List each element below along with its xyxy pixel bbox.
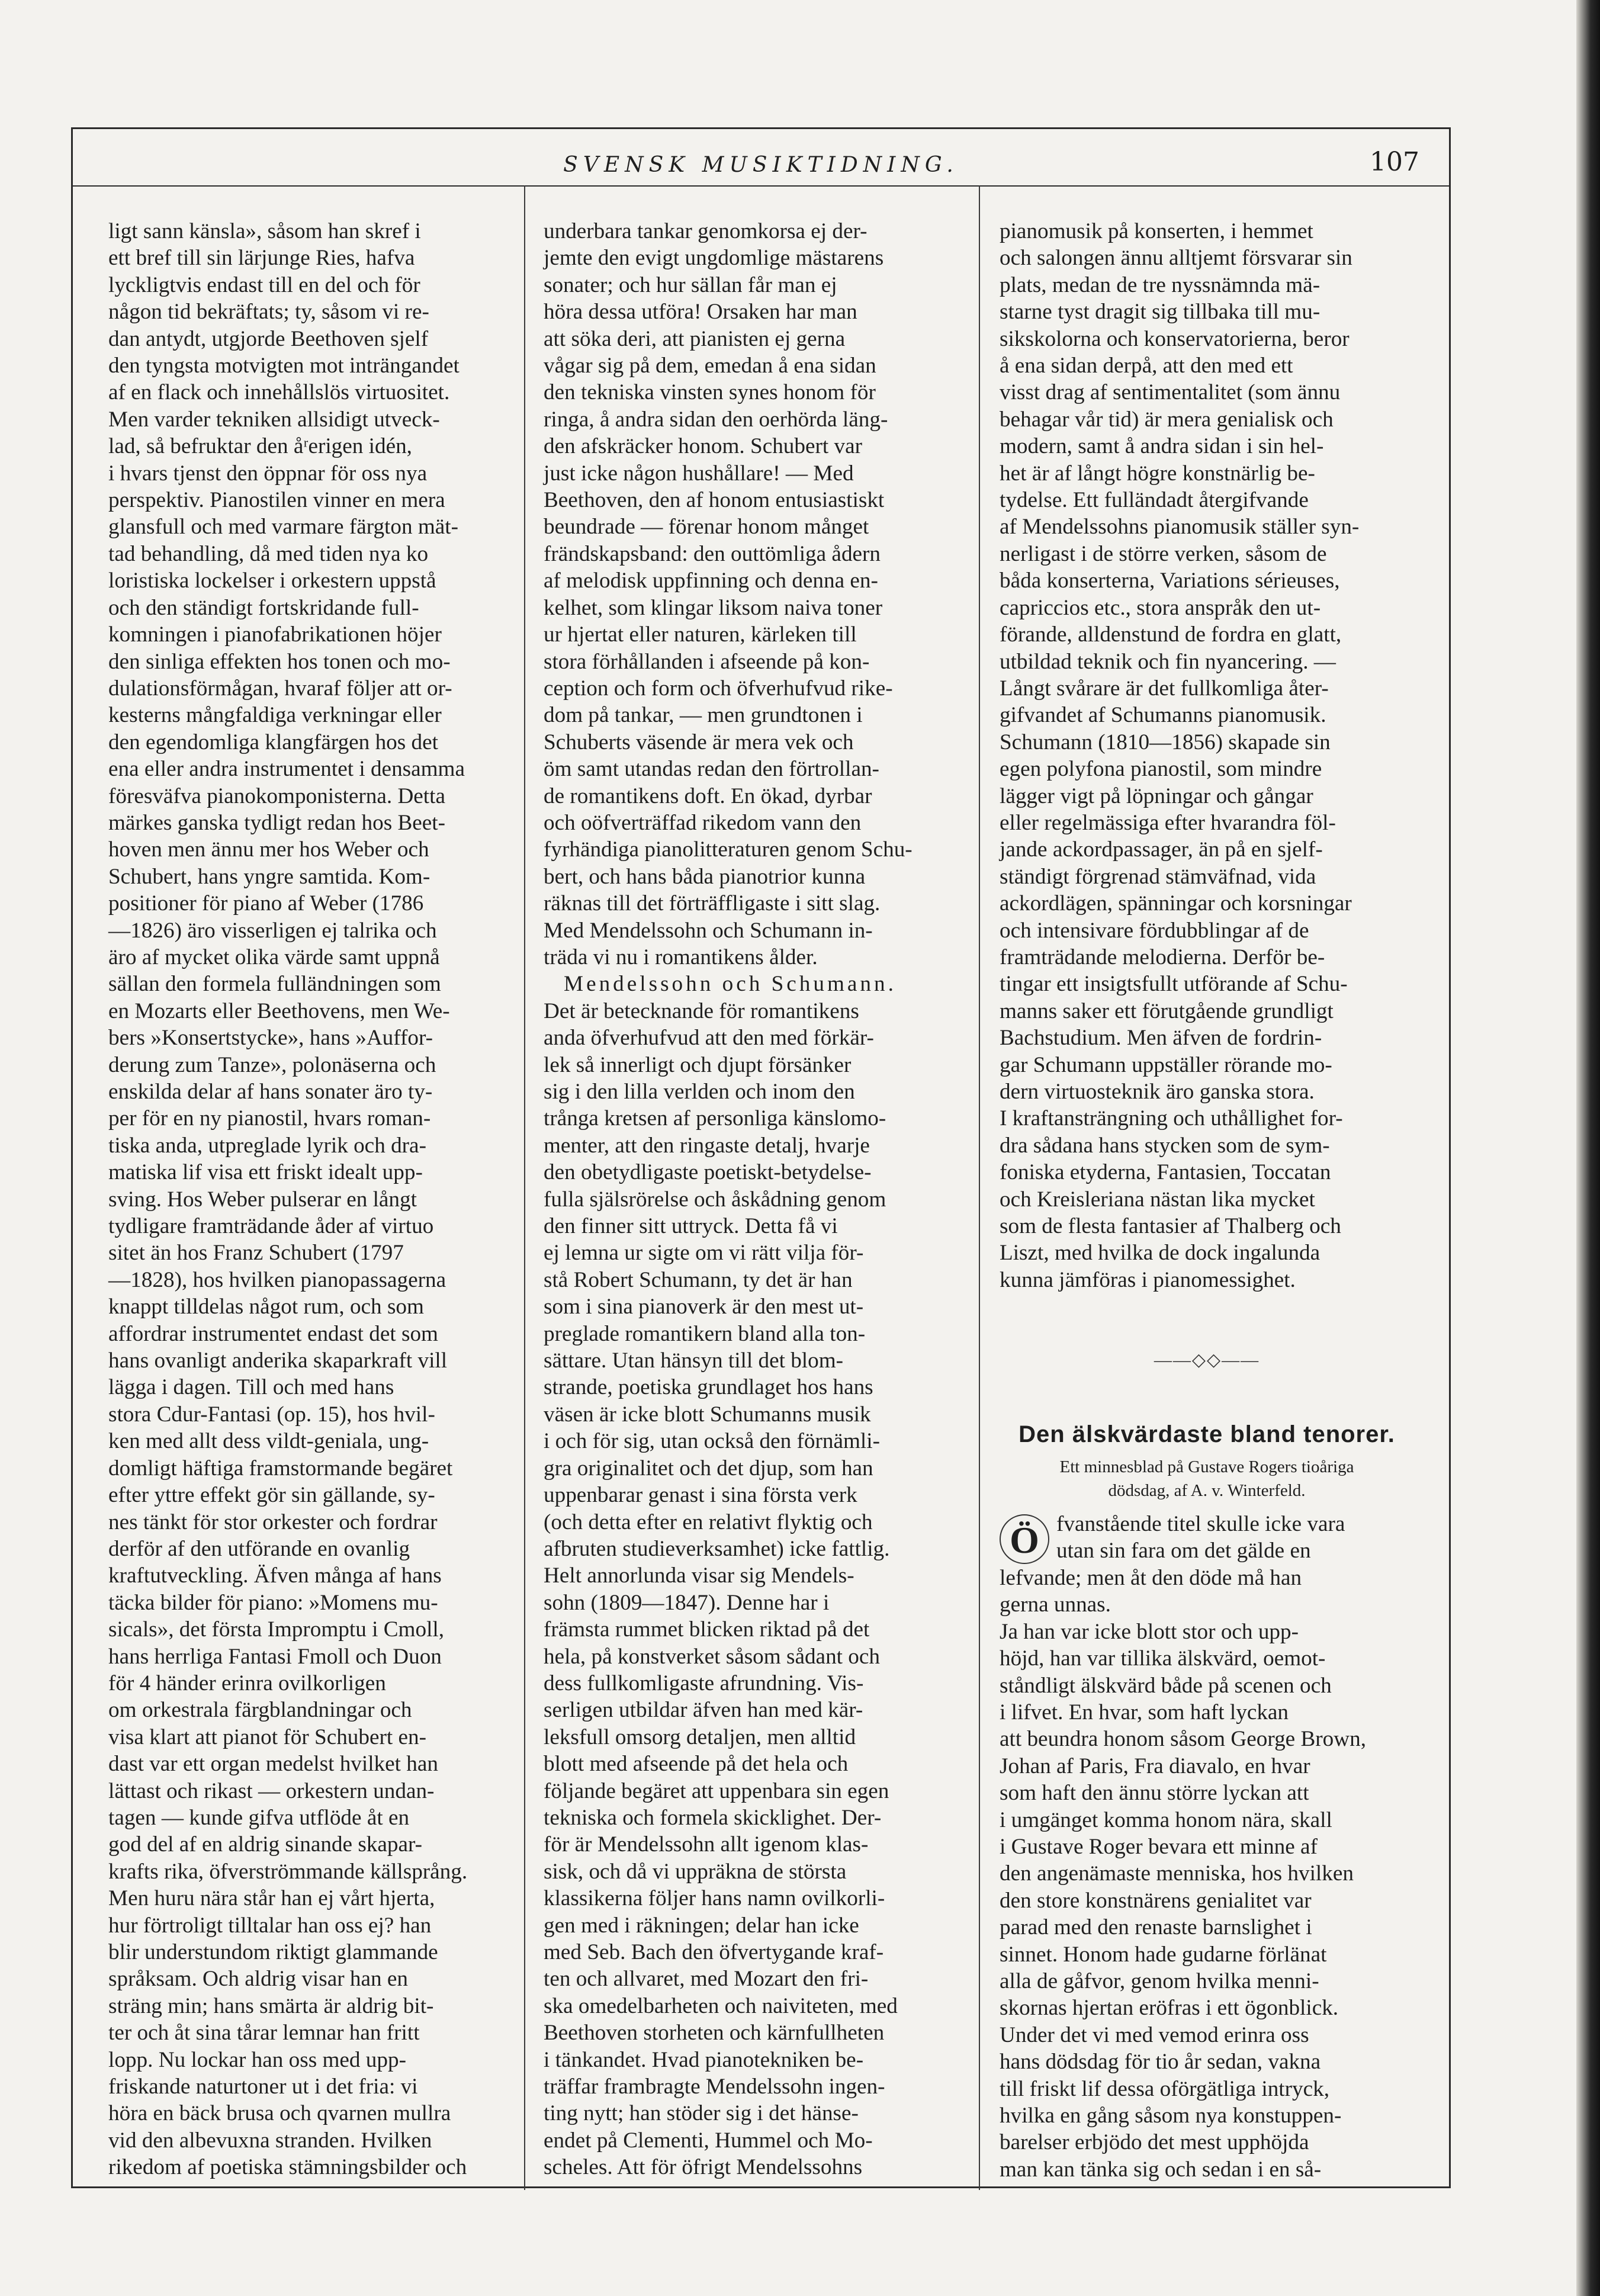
text-line: skornas hjertan eröfras i ett ögonblick. — [1000, 1996, 1339, 2021]
text-line: ten och allvaret, med Mozart den fri- — [544, 1967, 869, 1992]
text-line: Ja han var icke blott stor och upp- — [1000, 1619, 1299, 1644]
page-header — [73, 129, 1449, 187]
text-line: starne tyst dragit sig tillbaka till mu- — [1000, 300, 1321, 325]
text-line: vid den albevuxna stranden. Hvilken — [108, 2128, 432, 2153]
text-line: den tekniska vinsten synes honom för — [544, 380, 876, 405]
text-line: endet på Clementi, Hummel och Mo- — [544, 2128, 873, 2153]
page-number: 107 — [1370, 147, 1419, 177]
text-line: rikedom af poetiska stämningsbilder och — [108, 2155, 467, 2180]
text-line: jemte den evigt ungdomlige mästarens — [544, 246, 884, 271]
text-line: nes tänkt för stor orkester och fordrar — [108, 1510, 438, 1534]
text-line: sohn (1809—1847). Denne har i — [544, 1590, 830, 1615]
text-line: som i sina pianoverk är den mest ut- — [544, 1295, 864, 1319]
text-line: ena eller andra instrumentet i densamma — [108, 757, 465, 782]
text-line: stora Cdur-Fantasi (op. 15), hos hvil- — [108, 1402, 435, 1427]
text-line: fyrhändiga pianolitteraturen genom Schu- — [544, 837, 913, 862]
text-line: ett bref till sin lärjunge Ries, hafva — [108, 246, 415, 271]
text-line: utbildad teknik och fin nyancering. — — [1000, 649, 1336, 674]
text-line: Liszt, med hvilka de dock ingalunda — [1000, 1241, 1321, 1266]
text-line: af Mendelssohns pianomusik ställer syn- — [1000, 515, 1360, 540]
page-edge-shadow — [1576, 0, 1600, 2296]
text-line: ception och form och öfverhufvud rike- — [544, 676, 893, 701]
text-line: afbruten studieverksamhet) icke fattlig. — [544, 1536, 890, 1561]
text-line: den sinliga effekten hos tonen och mo- — [108, 649, 451, 674]
subtitle-line: dödsdag, af A. v. Winterfeld. — [1108, 1481, 1306, 1501]
text-line: öm samt utandas redan den förtrollan- — [544, 757, 879, 782]
text-line: sällan den formela fulländningen som — [108, 972, 441, 997]
text-line: underbara tankar genomkorsa ej der- — [544, 219, 868, 243]
text-line: man kan tänka sig och sedan i en så- — [1000, 2157, 1322, 2182]
column-2-body — [544, 218, 958, 971]
text-line: dast var ett organ medelst hvilket han — [108, 1752, 438, 1777]
text-line: bers »Konsertstycke», hans »Auffor- — [108, 1026, 433, 1051]
text-line: ständigt förgrenad stämväfnad, vida — [1000, 864, 1316, 889]
text-line: främsta rummet blicken riktad på det — [544, 1617, 870, 1642]
text-line: preglade romantikern bland alla ton- — [544, 1321, 866, 1346]
text-line: strande, poetiska grundlaget hos hans — [544, 1375, 873, 1400]
text-line: höra en bäck brusa och qvarnen mullra — [108, 2101, 451, 2126]
text-line: alla de gåfvor, genom hvilka menni- — [1000, 1969, 1319, 1993]
text-line: sonater; och hur sällan får man ej — [544, 272, 837, 297]
text-line: gifvandet af Schumanns pianomusik. — [1000, 703, 1326, 728]
text-line: loristiska lockelser i orkestern uppstå — [108, 569, 436, 593]
text-line: och intensivare fördubblingar af de — [1000, 918, 1309, 943]
text-line: bert, och hans båda pianotrior kunna — [544, 864, 866, 889]
text-line: för 4 händer erinra ovilkorligen — [108, 1671, 386, 1695]
text-line: hans dödsdag för tio år sedan, vakna — [1000, 2050, 1321, 2075]
text-line: kelhet, som klingar liksom naiva toner — [544, 595, 883, 620]
text-line: lefvande; men åt den döde må han — [1000, 1565, 1302, 1590]
text-line: visst drag af sentimentalitet (som ännu — [1000, 380, 1341, 405]
text-line: Det är betecknande för romantikens — [544, 998, 859, 1023]
text-line: sikskolorna och konservatorierna, beror — [1000, 326, 1350, 351]
text-line: I kraftansträngning och uthållighet for- — [1000, 1106, 1343, 1131]
text-line: för är Mendelssohn allt igenom klas- — [544, 1832, 869, 1857]
text-line: med Seb. Bach den öfvertygande kraf- — [544, 1940, 884, 1964]
text-line: (och detta efter en relativt flyktig och — [544, 1510, 873, 1534]
text-line: hans ovanligt anderika skaparkraft vill — [108, 1348, 448, 1373]
text-line: som de flesta fantasier af Thalberg och — [1000, 1214, 1341, 1239]
text-line: till friskt lif dessa oförgätliga intryck, — [1000, 2076, 1330, 2101]
text-line: sitet än hos Franz Schubert (1797 — [108, 1241, 404, 1266]
text-line: den tyngsta motvigten mot inträngandet — [108, 354, 460, 378]
text-line: Bachstudium. Men äfven de fordrin- — [1000, 1026, 1322, 1051]
text-line: plats, medan de tre nyssnämnda mä- — [1000, 272, 1321, 297]
text-line: i Gustave Roger bevara ett minne af — [1000, 1834, 1318, 1859]
text-line: kesterns mångfaldiga verkningar eller — [108, 703, 442, 728]
text-line: någon tid bekräftats; ty, såsom vi re- — [108, 300, 429, 325]
text-line: scheles. Att för öfrigt Mendelssohns — [544, 2155, 863, 2180]
text-line: räknas till det förträffligaste i sitt slag. — [544, 891, 881, 916]
text-line: modern, samt å andra sidan i sin hel- — [1000, 434, 1324, 459]
text-line: behagar vår tid) är mera genialisk och — [1000, 407, 1334, 432]
text-line: framträdande melodierna. Derför be- — [1000, 945, 1325, 969]
text-line: sträng min; hans smärta är aldrig bit- — [108, 1993, 434, 2018]
text-line: lägga i dagen. Till och med hans — [108, 1375, 394, 1400]
article-lines — [1000, 1537, 1414, 2183]
column-2 — [544, 218, 958, 2181]
text-line: språksam. Och aldrig visar han en — [108, 1967, 409, 1992]
column-rule — [979, 185, 980, 2190]
text-line: lättast och rikast — orkestern undan- — [108, 1778, 435, 1803]
text-line: de romantikens doft. En ökad, dyrbar — [544, 783, 872, 808]
column-2-body-continued — [544, 998, 958, 2181]
text-line: kraftutveckling. Äfven många af hans — [108, 1563, 442, 1588]
text-line: derför af den utförande en ovanlig — [108, 1536, 410, 1561]
text-line: just icke någon hushållare! — Med — [544, 461, 854, 486]
text-line: den finner sitt uttryck. Detta få vi — [544, 1214, 838, 1239]
text-line: blott med afseende på det hela och — [544, 1752, 849, 1777]
text-line: sig i den lilla verlden och inom den — [544, 1080, 855, 1104]
text-line: Schubert, hans yngre samtida. Kom- — [108, 864, 430, 889]
text-line: pianomusik på konserten, i hemmet — [1000, 219, 1313, 243]
text-line: ligt sann känsla», såsom han skref i — [108, 219, 421, 243]
article-title: Den älskvärdaste bland tenorer. — [1019, 1421, 1395, 1447]
text-line: en Mozarts eller Beethovens, men We- — [108, 998, 450, 1023]
text-line: å ena sidan derpå, att den med ett — [1000, 354, 1293, 378]
text-line: tydelse. Ett fulländadt återgifvande — [1000, 488, 1309, 513]
drop-cap: Ö — [1000, 1514, 1049, 1564]
text-line: i umgänget komma honom nära, skall — [1000, 1807, 1332, 1832]
text-line: stora förhållanden i afseende på kon- — [544, 649, 870, 674]
text-line: knappt tilldelas något rum, och som — [108, 1295, 424, 1319]
text-line: dess fullkomligaste afrundning. Vis- — [544, 1671, 864, 1695]
text-line: eller regelmässiga efter hvarandra föl- — [1000, 810, 1336, 835]
text-line: dern virtuosteknik äro ganska stora. — [1000, 1080, 1315, 1104]
text-line: Långt svårare är det fullkomliga åter- — [1000, 676, 1329, 701]
text-line: äro af mycket olika värde samt uppnå — [108, 945, 440, 969]
text-line: krafts rika, öfverströmmande källsprång. — [108, 1859, 468, 1884]
column-1 — [108, 218, 523, 2181]
text-line: parad med den renaste barnslighet i — [1000, 1915, 1312, 1940]
text-line: i tänkandet. Hvad pianotekniken be- — [544, 2047, 864, 2072]
text-line: ting nytt; han stöder sig i det hänse- — [544, 2101, 859, 2126]
text-line: friskande naturtoner ut i det fria: vi — [108, 2075, 418, 2099]
text-line: tiska anda, utpreglade lyrik och dra- — [108, 1133, 426, 1158]
text-line: hoven men ännu mer hos Weber och — [108, 837, 429, 862]
text-line: tad behandling, då med tiden nya ko — [108, 541, 429, 566]
running-title: SVENSK MUSIKTIDNING. — [563, 153, 959, 177]
text-line: menter, att den ringaste detalj, hvarje — [544, 1133, 870, 1158]
text-line: ringa, å andra sidan den oerhörda läng- — [544, 407, 888, 432]
text-line: fvanstående titel skulle icke vara — [1056, 1512, 1345, 1537]
text-line: egen polyfona pianostil, som mindre — [1000, 757, 1322, 782]
text-line: och salongen ännu alltjemt försvarar sin — [1000, 246, 1352, 271]
text-line: Under det vi med vemod erinra oss — [1000, 2022, 1309, 2047]
text-line: capriccios etc., stora anspråk den ut- — [1000, 595, 1321, 620]
article-body — [1000, 1511, 1414, 2183]
text-line: af en flack och innehållslös virtuositet. — [108, 380, 450, 405]
text-line: Helt annorlunda visar sig Mendels- — [544, 1563, 854, 1588]
text-line: och Kreisleriana nästan lika mycket — [1000, 1187, 1315, 1212]
text-line: trånga kretsen af personliga känslomo- — [544, 1106, 886, 1131]
column-3-body — [1000, 218, 1414, 1293]
text-line: ter och åt sina tårar lemnar han fritt — [108, 2021, 420, 2045]
text-line: vågar sig på dem, emedan å ena sidan — [544, 354, 876, 378]
text-line: gar Schumann uppställer rörande mo- — [1000, 1052, 1332, 1077]
page-frame — [71, 127, 1451, 2188]
text-line: den obetydligaste poetiskt-betydelse- — [544, 1160, 872, 1185]
text-line: het är af långt högre konstnärlig be- — [1000, 461, 1315, 486]
text-line: dom på tankar, — men grundtonen i — [544, 703, 863, 728]
text-line: lek så innerligt och djupt försänker — [544, 1052, 852, 1077]
article-subtitle — [1000, 1455, 1414, 1502]
text-line: och oöfverträffad rikedom vann den — [544, 810, 862, 835]
text-line: gra originalitet och det djup, som han — [544, 1456, 873, 1481]
text-line: träda vi nu i romantikens ålder. — [544, 945, 818, 969]
text-line: utan sin fara om det gälde en — [1056, 1539, 1311, 1563]
text-line: den afskräcker honom. Schubert var — [544, 434, 862, 459]
text-line: Schuberts väsende är mera vek och — [544, 730, 854, 754]
text-line: god del af en aldrig sinande skapar- — [108, 1832, 423, 1857]
text-line: manns saker ett förutgående grundligt — [1000, 998, 1334, 1023]
text-line: hans herrliga Fantasi Fmoll och Duon — [108, 1644, 442, 1669]
text-line: kunna jämföras i pianomessighet. — [1000, 1267, 1296, 1292]
text-line: barelser erbjödo det mest upphöjda — [1000, 2130, 1309, 2155]
text-line: —1828), hos hvilken pianopassagerna — [108, 1267, 446, 1292]
text-line: förande, alldenstund de fordra en glatt, — [1000, 622, 1342, 647]
text-line: om orkestrala färgblandningar och — [108, 1698, 412, 1723]
text-line: ken med allt dess vildt-geniala, ung- — [108, 1429, 429, 1454]
text-line: att beundra honom såsom George Brown, — [1000, 1727, 1366, 1752]
text-line: blir understundom riktigt glammande — [108, 1940, 438, 1964]
text-line: sättare. Utan hänsyn till det blom- — [544, 1348, 844, 1373]
text-line: tingar ett insigtsfullt utförande af Schu- — [1000, 972, 1348, 997]
text-line: Beethoven storheten och kärnfullheten — [544, 2021, 885, 2045]
text-line: beundrade — förenar honom månget — [544, 515, 869, 540]
text-line: tydligare framträdande åder af virtuo — [108, 1214, 434, 1239]
text-line: foniska etyderna, Fantasien, Toccatan — [1000, 1160, 1331, 1185]
text-line: hela, på konstverket såsom sådant och — [544, 1644, 880, 1669]
text-line: ackordlägen, spänningar och korsningar — [1000, 891, 1352, 916]
text-line: Med Mendelssohn och Schumann in- — [544, 918, 873, 943]
text-line: som haft den ännu större lyckan att — [1000, 1781, 1309, 1806]
text-line: uppenbarar genast i sina första verk — [544, 1483, 857, 1508]
text-line: i lifvet. En hvar, som haft lyckan — [1000, 1700, 1289, 1725]
text-line: tagen — kunde gifva utflöde åt en — [108, 1805, 410, 1830]
text-line: sicals», det första Impromptu i Cmoll, — [108, 1617, 445, 1642]
text-line: ska omedelbarheten och naiviteten, med — [544, 1993, 898, 2018]
text-line: dan antydt, utgjorde Beethoven sjelf — [108, 326, 429, 351]
text-line: sinnet. Honom hade gudarne förlänat — [1000, 1942, 1327, 1967]
text-line: att söka deri, att pianisten ej gerna — [544, 326, 846, 351]
text-line: Johan af Paris, Fra diavalo, en hvar — [1000, 1754, 1310, 1778]
ornament-divider: ——◇◇—— — [1154, 1350, 1260, 1370]
text-line: Men huru nära står han ej vårt hjerta, — [108, 1886, 435, 1911]
text-line: ur hjertat eller naturen, kärleken till — [544, 622, 857, 647]
text-line: af melodisk uppfinning och denna en- — [544, 569, 878, 593]
text-line: Men varder tekniken allsidigt utveck- — [108, 407, 440, 432]
text-line: klassikerna följer hans namn ovilkorli- — [544, 1886, 885, 1911]
text-line: den angenämaste menniska, hos hvilken — [1000, 1861, 1354, 1886]
text-line: positioner för piano af Weber (1786 — [108, 891, 424, 916]
subtitle-line: Ett minnesblad på Gustave Rogers tioåriga — [1059, 1457, 1354, 1477]
text-line: täcka bilder för piano: »Momens mu- — [108, 1590, 438, 1615]
text-line: serligen utbildar äfven han med kär- — [544, 1698, 863, 1723]
text-line: väsen är icke blott Schumanns musik — [544, 1402, 871, 1427]
text-line: stå Robert Schumann, ty det är han — [544, 1267, 853, 1292]
text-line: fulla själsrörelse och åskådning genom — [544, 1187, 886, 1212]
text-line: anda öfverhufvud att den med förkär- — [544, 1026, 874, 1051]
text-line: sving. Hos Weber pulserar en långt — [108, 1187, 417, 1212]
text-line: glansfull och med varmare färgton mät- — [108, 515, 459, 540]
text-line: den egendomliga klangfärgen hos det — [108, 730, 438, 754]
text-line: frändskapsband: den outtömliga ådern — [544, 541, 881, 566]
text-line: följande begäret att uppenbara sin egen — [544, 1778, 889, 1803]
text-line: —1826) äro visserligen ej talrika och — [108, 918, 437, 943]
text-line: hur förtroligt tilltalar han oss ej? han — [108, 1913, 432, 1938]
text-line: lyckligtvis endast till en del och för — [108, 272, 420, 297]
text-line: nerligast i de större verken, såsom de — [1000, 541, 1327, 566]
text-line: höra dessa utföra! Orsaken har man — [544, 300, 857, 325]
text-line: föresväfva pianokomponisterna. Detta — [108, 783, 445, 808]
text-line: båda konserterna, Variations sérieuses, — [1000, 569, 1340, 593]
text-line: lad, så befruktar den åʳerigen idén, — [108, 434, 412, 459]
text-line: domligt häftiga framstormande begäret — [108, 1456, 453, 1481]
text-line: derung zum Tanze», polonäserna och — [108, 1052, 436, 1077]
text-line: Beethoven, den af honom entusiastiskt — [544, 488, 885, 513]
text-line: affordrar instrumentet endast det som — [108, 1321, 438, 1346]
column-rule — [524, 185, 525, 2190]
text-line: Schumann (1810—1856) skapade sin — [1000, 730, 1331, 754]
text-line: gen med i räkningen; delar han icke — [544, 1913, 859, 1938]
text-line: ståndligt älskvärd både på scenen och — [1000, 1673, 1332, 1698]
text-line: hvilka en gång såsom nya konstuppen- — [1000, 2104, 1342, 2128]
text-line: visa klart att pianot för Schubert en- — [108, 1725, 426, 1749]
text-line: lopp. Nu lockar han oss med upp- — [108, 2047, 406, 2072]
text-line: perspektiv. Pianostilen vinner en mera — [108, 488, 445, 513]
text-line: och den ständigt fortskridande full- — [108, 595, 419, 620]
text-line: leksfull omsorg detaljen, men alltid — [544, 1725, 856, 1749]
text-line: höjd, han var tillika älskvärd, oemot- — [1000, 1646, 1326, 1671]
text-line: i och för sig, utan också den förnämli- — [544, 1429, 880, 1454]
text-line: lägger vigt på löpningar och gångar — [1000, 783, 1313, 808]
text-line: gerna unnas. — [1000, 1592, 1111, 1617]
text-line: träffar frambragte Mendelssohn ingen- — [544, 2075, 885, 2099]
text-line: i hvars tjenst den öppnar för oss nya — [108, 461, 428, 486]
text-line: märkes ganska tydligt redan hos Beet- — [108, 810, 446, 835]
text-line: efter yttre effekt gör sin gällande, sy- — [108, 1483, 435, 1508]
section-heading: Mendelssohn och Schumann. — [564, 972, 897, 997]
text-line: komningen i pianofabrikationen höjer — [108, 622, 442, 647]
text-line: per för en ny pianostil, hvars roman- — [108, 1106, 431, 1131]
text-line: tekniska och formela skicklighet. Der- — [544, 1805, 882, 1830]
text-line: matiska lif visa ett friskt idealt upp- — [108, 1160, 423, 1185]
text-line: dulationsförmågan, hvaraf följer att or- — [108, 676, 452, 701]
text-line: enskilda delar af hans sonater äro ty- — [108, 1080, 433, 1104]
text-line: den store konstnärens genialitet var — [1000, 1888, 1312, 1913]
column-3 — [1000, 218, 1414, 2183]
text-line: jande ackordpassager, än på en sjelf- — [1000, 837, 1323, 862]
text-line: sisk, och då vi uppräkna de största — [544, 1859, 847, 1884]
text-line: dra sådana hans stycken som de sym- — [1000, 1133, 1330, 1158]
text-line: ej lemna ur sigte om vi rätt vilja för- — [544, 1241, 864, 1266]
